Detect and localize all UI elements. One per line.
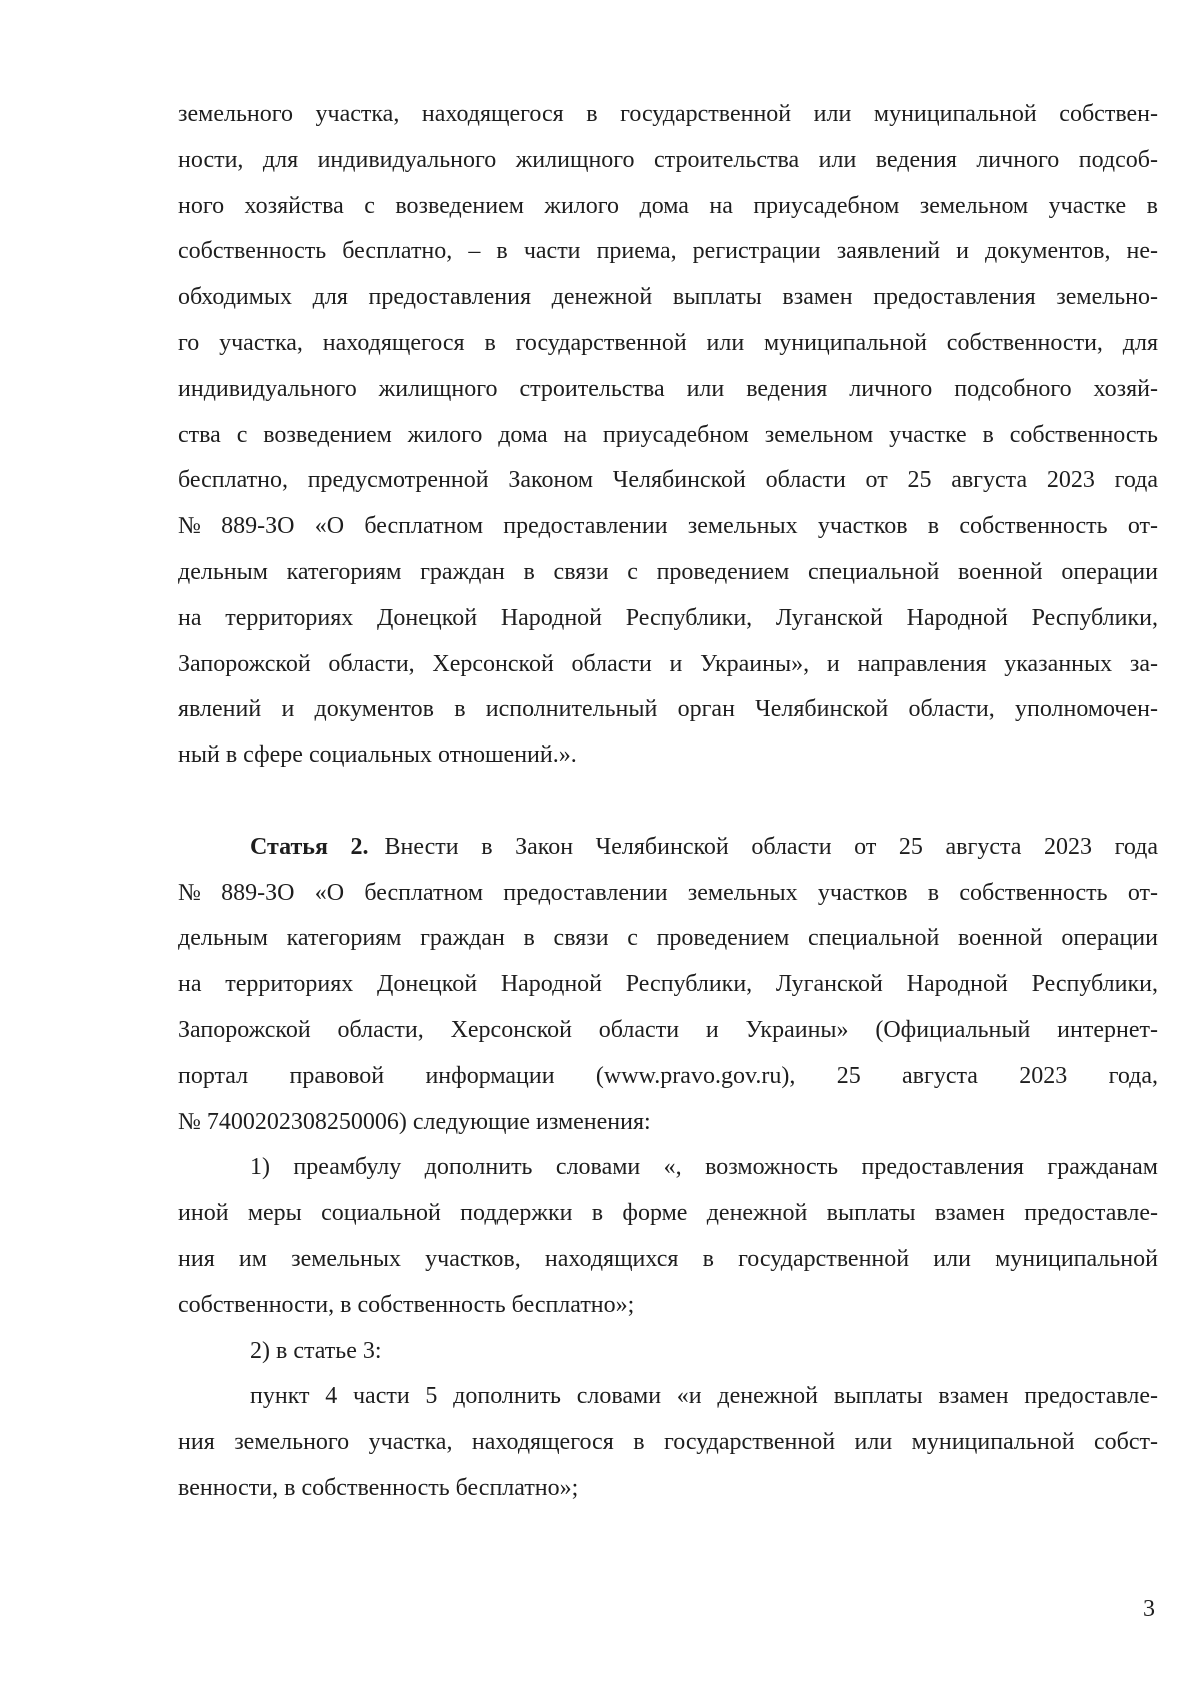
text-line: ния земельного участка, находящегося в государственной или муниципальной собст- bbox=[178, 1429, 1158, 1456]
text-line: на территориях Донецкой Народной Республики, Луганской Народной Республики, bbox=[178, 604, 1158, 631]
text-line: № 889-ЗО «О бесплатном предоставлении земельных участков в собственность от- bbox=[178, 513, 1158, 540]
text-line: иной меры социальной поддержки в форме денежной выплаты взамен предоставле- bbox=[178, 1200, 1158, 1227]
paragraph-gap bbox=[178, 779, 1158, 825]
amendment-item-1 bbox=[178, 1145, 1158, 1328]
text-line: ния им земельных участков, находящихся в государственной или муниципальной bbox=[178, 1245, 1158, 1272]
text-line: ного хозяйства с возведением жилого дома на приусадебном земельном участке в bbox=[178, 192, 1158, 219]
article-2-first-line bbox=[178, 825, 1158, 871]
document-body bbox=[178, 92, 1158, 1512]
article-2-intro: Внести в Закон Челябинской области от 25 августа 2023 года bbox=[384, 833, 1158, 860]
text-line: собственность бесплатно, – в части приема, регистрации заявлений и документов, не- bbox=[178, 238, 1158, 265]
text-line: обходимых для предоставления денежной выплаты взамен предоставления земельно- bbox=[178, 284, 1158, 311]
text-line: на территориях Донецкой Народной Республики, Луганской Народной Республики, bbox=[178, 971, 1158, 998]
text-line: го участка, находящегося в государственной или муниципальной собственности, для bbox=[178, 329, 1158, 356]
text-line: дельным категориям граждан в связи с проведением специальной военной операции bbox=[178, 558, 1158, 585]
text-line: Запорожской области, Херсонской области и Украины», и направления указанных за- bbox=[178, 650, 1158, 677]
continuation-paragraph bbox=[178, 92, 1158, 779]
text-line: индивидуального жилищного строительства или ведения личного подсобного хозяй- bbox=[178, 375, 1158, 402]
text-line: Запорожской области, Херсонской области и Украины» (Официальный интернет- bbox=[178, 1016, 1158, 1043]
text-line: ности, для индивидуального жилищного строительства или ведения личного подсоб- bbox=[178, 146, 1158, 173]
page-number: 3 bbox=[1143, 1596, 1155, 1622]
amendment-item-2 bbox=[178, 1329, 1158, 1512]
text-line: портал правовой информации (www.pravo.gov.ru), 25 августа 2023 года, bbox=[178, 1062, 1158, 1089]
text-line: венности, в собственность бесплатно»; bbox=[178, 1474, 579, 1501]
text-line: дельным категориям граждан в связи с проведением специальной военной операции bbox=[178, 925, 1158, 952]
text-line: явлений и документов в исполнительный орган Челябинской области, уполномочен- bbox=[178, 696, 1158, 723]
text-line: ства с возведением жилого дома на приусадебном земельном участке в собственность bbox=[178, 421, 1158, 448]
text-line: ный в сфере социальных отношений.». bbox=[178, 742, 577, 769]
article-2-heading: Статья 2. bbox=[250, 833, 369, 860]
text-line: № 889-ЗО «О бесплатном предоставлении земельных участков в собственность от- bbox=[178, 879, 1158, 906]
text-line: № 7400202308250006) следующие изменения: bbox=[178, 1108, 651, 1135]
text-line: 1) преамбулу дополнить словами «, возможность предоставления гражданам bbox=[250, 1154, 1158, 1181]
text-line: собственности, в собственность бесплатно»; bbox=[178, 1291, 635, 1318]
text-line: пункт 4 части 5 дополнить словами «и денежной выплаты взамен предоставле- bbox=[250, 1383, 1158, 1410]
article-2 bbox=[178, 825, 1158, 1146]
text-line: бесплатно, предусмотренной Законом Челябинской области от 25 августа 2023 года bbox=[178, 467, 1158, 494]
text-line: земельного участка, находящегося в государственной или муниципальной собствен- bbox=[178, 101, 1158, 127]
text-line: 2) в статье 3: bbox=[250, 1337, 382, 1364]
